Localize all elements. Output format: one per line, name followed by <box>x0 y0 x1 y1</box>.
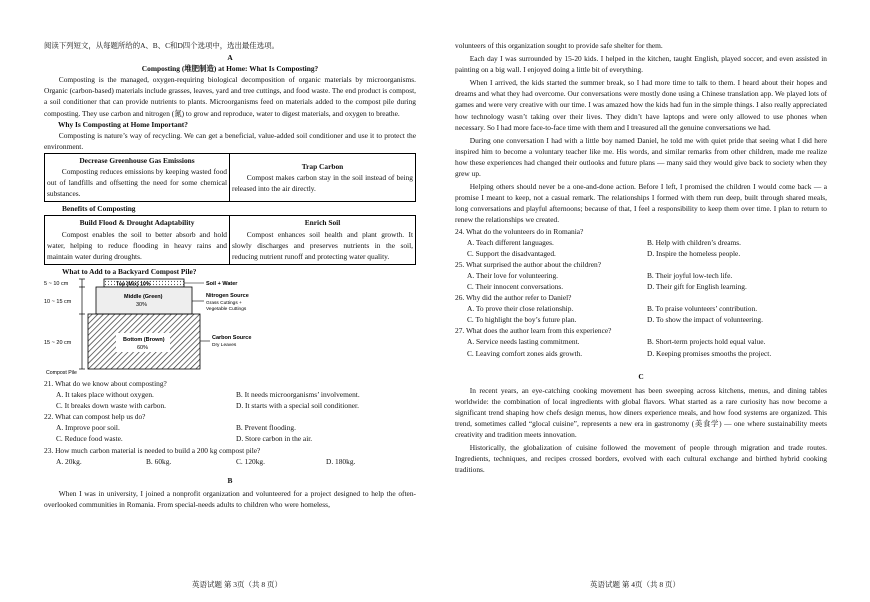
option[interactable]: A. To prove their close relationship. <box>467 304 574 314</box>
section-b-para1: When I was in university, I joined a nonprofit organization and volunteered for a project designed to help the often-overlooked communities in Romania. From special-needs adults to children who were homeless, <box>44 488 416 509</box>
dim-middle: 10 ~ 15 cm <box>44 298 72 305</box>
option[interactable]: B. Prevent flooding. <box>236 423 296 433</box>
option[interactable]: C. Leaving comfort zones aids growth. <box>467 348 583 358</box>
question-block <box>44 378 416 411</box>
question-26: 26. Why did the author refer to Daniel? <box>455 293 572 303</box>
question-24: 24. What do the volunteers do in Romania? <box>455 226 584 236</box>
box-ghg <box>45 154 230 201</box>
option[interactable]: C. Their innocent conversations. <box>467 281 564 291</box>
question-22: 22. What can compost help us do? <box>44 412 146 422</box>
questions-a <box>44 378 416 467</box>
option[interactable]: A. Service needs lasting commitment. <box>467 337 580 347</box>
option[interactable]: A. Their love for volunteering. <box>467 270 558 280</box>
options-26 <box>455 303 827 325</box>
box-flood-title: Build Flood & Drought Adaptability <box>79 218 195 228</box>
dim-top: 5 ~ 10 cm <box>44 280 69 287</box>
options-21 <box>44 389 416 411</box>
option[interactable]: D. Store carbon in the air. <box>236 434 313 444</box>
option[interactable]: A. 20kg. <box>56 456 82 466</box>
instruction: 阅读下列短文，从每题所给的A、B、C和D四个选项中，选出最佳选项。 <box>44 41 279 50</box>
option[interactable]: D. Keeping promises smooths the project. <box>647 348 772 358</box>
section-b-para3: During one conversation I had with a little boy named Daniel, he told me with quiet pride that seeing what I did here inspired him to become a voluntary teacher like me. His words, and similar remarks from other children, made me realize how these experiences had changed their outlooks and future plans — many said they would give back to society when they grew up. <box>455 135 827 179</box>
soil-water-label: Soil + Water <box>206 280 238 287</box>
section-c-letter: C <box>638 371 644 381</box>
question-block <box>455 292 827 325</box>
pile-label: Compost Pile <box>46 369 77 375</box>
nitrogen-line1: Grass Cuttings + <box>206 300 242 306</box>
box-enrich-text: Compost enhances soil health and plant growth. It slowly discharges and preserves nutrients in the soil, reducing nutrient runoff and protecting water quality. <box>232 229 413 261</box>
option[interactable]: C. To highlight the boy’s future plan. <box>467 315 577 325</box>
option[interactable]: A. Improve poor soil. <box>56 423 120 433</box>
section-c-para2: Historically, the globalization of cuisine followed the movement of people through migration and trade routes. Ingredients, techniques, and recipes crossed borders, evolved with each cultural exchange and birthed hybrid cooking traditions. <box>455 443 827 475</box>
middle-layer-label: Middle (Green) <box>124 293 163 300</box>
option[interactable]: C. Support the disadvantaged. <box>467 248 556 258</box>
left-column <box>44 40 416 510</box>
option[interactable]: C. Reduce food waste. <box>56 434 123 444</box>
compost-pile-diagram <box>44 277 274 375</box>
benefits-box-1 <box>44 153 416 202</box>
section-b-para0: volunteers of this organization sought to provide safe shelter for them. <box>455 41 663 50</box>
bottom-layer-label: Bottom (Brown) <box>123 336 165 343</box>
option[interactable]: B. Short-term projects hold equal value. <box>647 337 766 347</box>
questions-b <box>455 226 827 359</box>
option[interactable]: B. To praise volunteers’ contribution. <box>647 304 758 314</box>
option[interactable]: A. Teach different languages. <box>467 237 554 247</box>
option[interactable]: D. Their gift for English learning. <box>647 281 747 291</box>
section-a-para2: Composting is nature’s way of recycling. We can get a beneficial, value-added soil conditioner and use it to protect the environment. <box>44 130 416 151</box>
section-a-letter: A <box>227 53 233 63</box>
option[interactable]: D. It starts with a special soil conditioner. <box>236 401 359 411</box>
carbon-line1: Dry Leaves <box>212 342 237 348</box>
options-27 <box>455 336 827 358</box>
box-carbon-title: Trap Carbon <box>301 161 344 171</box>
section-a-title: Composting (堆肥制造) at Home: What Is Composting? <box>141 64 319 74</box>
question-block <box>455 226 827 259</box>
question-25: 25. What surprised the author about the children? <box>455 259 601 269</box>
question-block <box>455 259 827 292</box>
benefits-box-2 <box>44 215 416 264</box>
option[interactable]: B. It needs microorganisms’ involvement. <box>236 390 360 400</box>
question-block <box>455 325 827 358</box>
footer-left: 英语试题 第 3页（共 8 页） <box>192 580 282 589</box>
box-carbon <box>230 154 415 201</box>
pile-dimension-lines <box>79 279 85 369</box>
question-block <box>44 445 416 467</box>
section-b-letter: B <box>227 475 233 485</box>
question-block <box>44 411 416 444</box>
box-enrich <box>230 216 415 263</box>
options-25 <box>455 270 827 292</box>
nitrogen-title: Nitrogen Source <box>206 292 249 299</box>
right-column <box>455 40 827 475</box>
benefits-heading: Benefits of Composting <box>62 204 136 214</box>
option[interactable]: D. 180kg. <box>326 456 356 466</box>
option[interactable]: C. 120kg. <box>236 456 265 466</box>
footer-right: 英语试题 第 4页（共 8 页） <box>590 580 680 589</box>
dim-bottom: 15 ~ 20 cm <box>44 339 72 346</box>
section-a-para1: Composting is the managed, oxygen-requiring biological decomposition of organic materials by microorganisms. Organic (carbon-based) materials include grasses, leaves, yard and tree cuttings, and food waste. The end product is compost, a soil conditioner that can provide nutrients to plants. Microorganisms feed on materials added to the compost pile during composting. They use carbon and nitrogen (氮) to grow and reproduce, water to digest materials, and oxygen to breathe. <box>44 75 416 118</box>
middle-layer-pct: 30% <box>136 301 148 308</box>
section-c-para1: In recent years, an eye-catching cooking movement has been sweeping across kitchens, menus, and dining tables worldwide: the combination of local ingredients with global flavors. What started as a rare curiosity has now become a significant trend shaping how chefs design menus, how diners experience meals, and how food systems are organized. This trend, sometimes called “glocal cuisine”, represents a new era in gastronomy (美食学) — one where sustainability meets creativity and tradition meets innovation. <box>455 385 827 440</box>
box-flood <box>45 216 230 263</box>
question-27: 27. What does the author learn from this experience? <box>455 326 612 336</box>
nitrogen-line2: Vegetable Cuttings <box>206 306 247 312</box>
carbon-title: Carbon Source <box>212 334 252 341</box>
option[interactable]: C. It breaks down waste with carbon. <box>56 401 167 411</box>
option[interactable]: D. Inspire the homeless people. <box>647 248 741 258</box>
box-flood-text: Compost enables the soil to better absorb and hold water, helping to reduce flooding in heavy rains and maintain water during droughts. <box>47 229 227 261</box>
option[interactable]: A. It takes place without oxygen. <box>56 390 154 400</box>
question-21: 21. What do we know about composting? <box>44 378 167 388</box>
options-24 <box>455 237 827 259</box>
option[interactable]: D. To show the impact of volunteering. <box>647 315 763 325</box>
section-b-para2: When I arrived, the kids started the summer break, so I had more time to talk to them. I heard about their hopes and dreams and what they had overcome. Our conversations were mostly done using a Chinese translation app. We played lots of games and were very creative with our time. I was amazed how the kids had fun in the simple things. I also really appreciated how technology wasn’t taking over their lives. They didn’t have laptops and were only allowed to use phones when necessary. So I had more face-to-face time with them and I treasured all the genuine conversations we had. <box>455 78 827 132</box>
box-enrich-title: Enrich Soil <box>304 218 341 228</box>
middle-layer <box>96 287 192 314</box>
pile-heading: What to Add to a Backyard Compost Pile? <box>62 266 197 276</box>
option[interactable]: B. Help with children’s dreams. <box>647 237 742 247</box>
top-layer-label: Top (Mix) 10% <box>116 281 151 288</box>
question-23: 23. How much carbon material is needed to build a 200 kg compost pile? <box>44 445 261 455</box>
options-23 <box>44 456 416 467</box>
bottom-layer-pct: 60% <box>137 344 149 351</box>
box-ghg-text: Composting reduces emissions by keeping wasted food out of landfills and offsetting the need for some chemical substances. <box>47 167 227 199</box>
section-b-para4: Helping others should never be a one-and-done action. Before I left, I promised the children I would come back — a promise I meant to keep, not a casual remark. The relationships I formed with them run deep, built through shared meals, long conversations and playful afternoons; because of that, I feel a responsibility to keep them over time. I plan to return to renew the relationships we created. <box>455 182 827 225</box>
box-ghg-title: Decrease Greenhouse Gas Emissions <box>79 155 195 165</box>
why-heading: Why Is Composting at Home Important? <box>58 119 188 129</box>
options-22 <box>44 422 416 444</box>
option[interactable]: B. Their joyful low-tech life. <box>647 270 733 280</box>
option[interactable]: B. 60kg. <box>146 456 172 466</box>
box-carbon-text: Compost makes carbon stay in the soil instead of being released into the air directly. <box>232 173 413 194</box>
section-b-para1: Each day I was surrounded by 15-20 kids. I helped in the kitchen, taught English, played soccer, and even assisted in painting on a big wall. I enjoyed doing a little bit of everything. <box>455 54 827 75</box>
